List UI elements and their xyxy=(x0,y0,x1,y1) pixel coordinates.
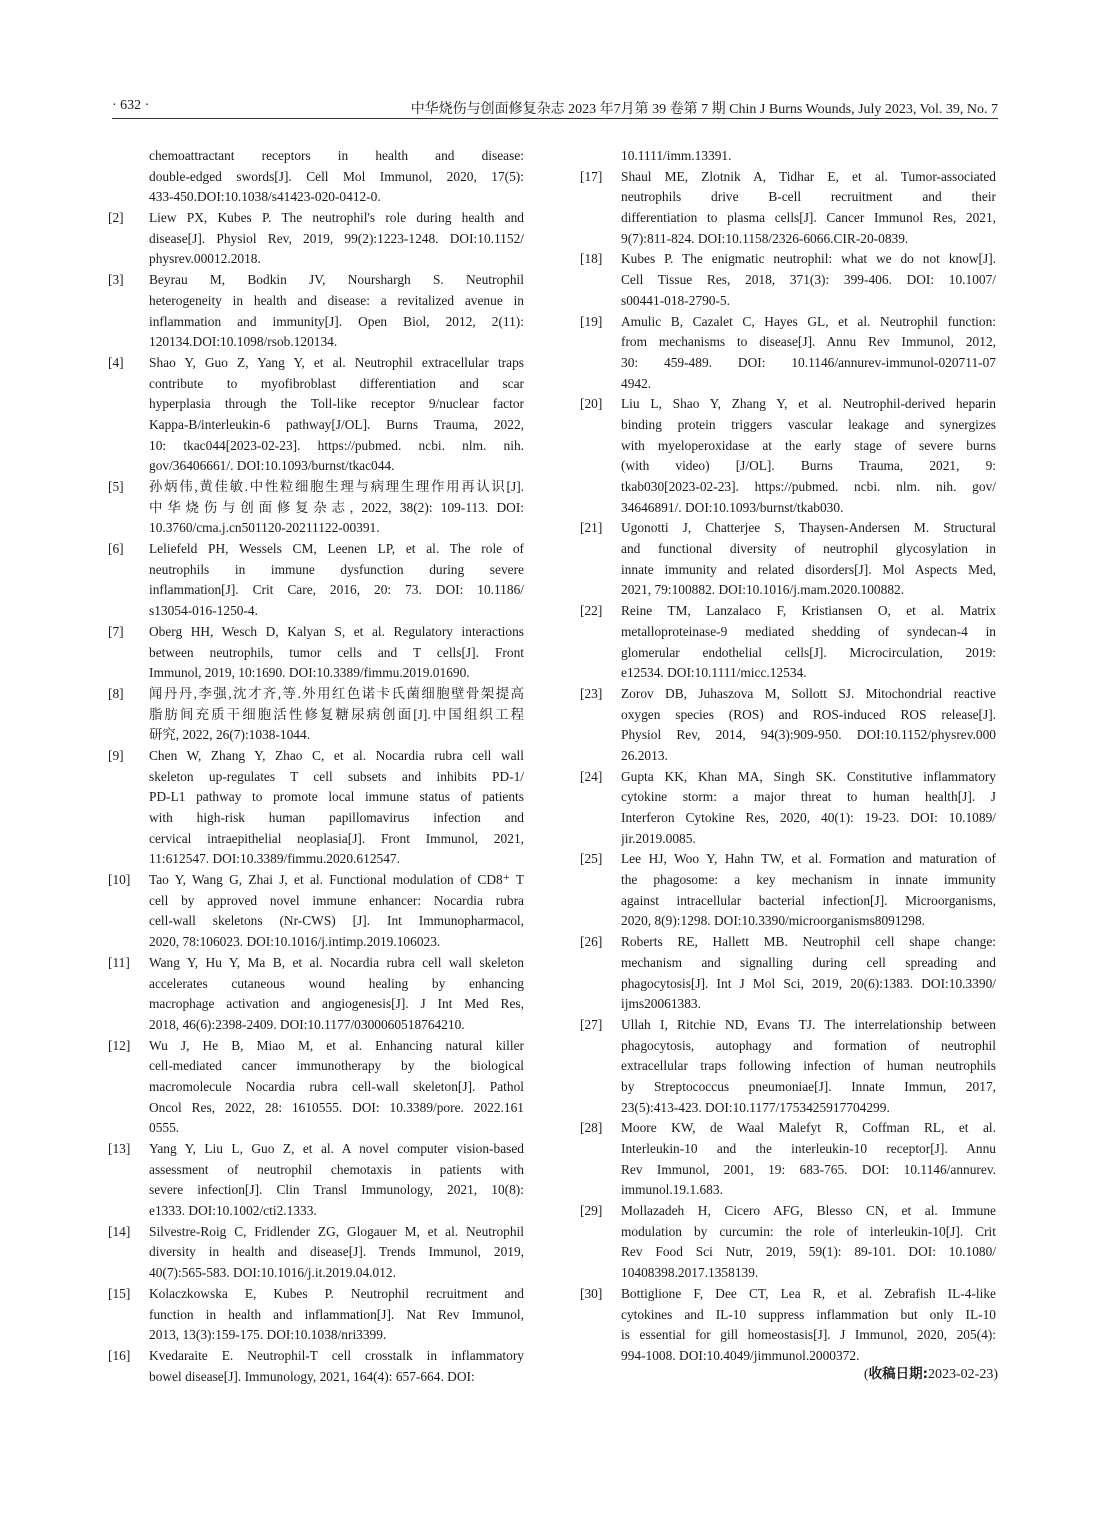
reference-number: [2] xyxy=(108,210,124,226)
reference-entry xyxy=(108,1284,524,1346)
reference-text xyxy=(621,601,996,684)
received-date-value: 2023-02-23 xyxy=(928,1367,994,1382)
reference-text xyxy=(621,1118,996,1201)
reference-entry xyxy=(108,684,524,746)
reference-line: 9(7):811-824. DOI:10.1158/2326-6066.CIR-20-0839. xyxy=(621,230,909,246)
reference-text xyxy=(149,208,524,270)
reference-entry xyxy=(108,1222,524,1284)
reference-entry xyxy=(108,477,524,539)
reference-line: accelerates cutaneous wound healing by enhancing xyxy=(149,975,524,991)
reference-line: 10.1111/imm.13391. xyxy=(621,148,732,163)
reference-text xyxy=(621,849,996,932)
reference-line: glomerular endothelial cells[J]. Microcirculation, 2019: xyxy=(621,644,996,660)
received-close-paren: ) xyxy=(993,1367,998,1382)
reference-number: [26] xyxy=(580,934,603,950)
page-header xyxy=(112,96,998,119)
reference-text xyxy=(621,1015,996,1118)
reference-line: 120134.DOI:10.1098/rsob.120134. xyxy=(149,334,338,350)
reference-line: 30: 459-489. DOI: 10.1146/annurev-immunol-020711-07 xyxy=(621,354,996,370)
reference-line: 994-1008. DOI:10.4049/jimmunol.2000372. xyxy=(621,1347,860,1363)
reference-entry xyxy=(108,622,524,684)
reference-line: 10408398.2017.1358139. xyxy=(621,1265,759,1281)
reference-line: 10.3760/cma.j.cn501120-20211122-00391. xyxy=(149,520,380,536)
reference-line: between neutrophils, tumor cells and T cells[J]. Front xyxy=(149,644,524,660)
reference-text xyxy=(621,518,996,601)
reference-line: cytokine storm: a major threat to human health[J]. J xyxy=(621,789,996,805)
reference-text xyxy=(149,870,524,953)
reference-line: with high-risk human papillomavirus infection and xyxy=(149,810,524,825)
reference-line: Shao Y, Guo Z, Yang Y, et al. Neutrophil extracellular traps xyxy=(149,354,524,370)
reference-line: 40(7):565-583. DOI:10.1016/j.it.2019.04.012. xyxy=(149,1265,396,1281)
reference-text xyxy=(621,1201,996,1284)
reference-entry xyxy=(108,1036,524,1139)
reference-number: [21] xyxy=(580,520,603,536)
reference-number: [15] xyxy=(108,1285,131,1301)
reference-line: Zorov DB, Juhaszova M, Sollott SJ. Mitochondrial reactive xyxy=(621,685,996,701)
reference-text xyxy=(149,1346,524,1387)
left-reference-column xyxy=(108,146,524,1387)
received-label: 收稿日期: xyxy=(868,1366,928,1382)
reference-line: disease[J]. Physiol Rev, 2019, 99(2):1223-1248. DOI:10.1152/ xyxy=(149,230,524,246)
reference-line: 26.2013. xyxy=(621,747,668,763)
reference-line: modulation by curcumin: the role of interleukin-10[J]. Crit xyxy=(621,1223,996,1239)
reference-number: [6] xyxy=(108,541,124,557)
reference-entry xyxy=(108,1346,524,1387)
reference-line: hyperplasia through the Toll-like receptor 9/nuclear factor xyxy=(149,396,524,412)
reference-entry xyxy=(580,1015,996,1118)
reference-line: Physiol Rev, 2014, 94(3):909-950. DOI:10.1152/physrev.000 xyxy=(621,727,996,743)
reference-number: [3] xyxy=(108,272,124,288)
reference-line: severe infection[J]. Clin Transl Immunology, 2021, 10(8): xyxy=(149,1182,524,1198)
reference-number: [28] xyxy=(580,1120,603,1136)
reference-entry xyxy=(108,353,524,477)
reference-line: function in health and inflammation[J]. Nat Rev Immunol, xyxy=(149,1306,524,1322)
reference-line: 2021, 79:100882. DOI:10.1016/j.mam.2020.100882. xyxy=(621,582,905,598)
reference-line: metalloproteinase-9 mediated shedding of syndecan-4 in xyxy=(621,623,996,639)
reference-line: Rev Immunol, 2001, 19: 683-765. DOI: 10.1146/annurev. xyxy=(621,1161,996,1177)
reference-line: 2013, 13(3):159-175. DOI:10.1038/nri3399. xyxy=(149,1327,387,1343)
reference-line: s13054-016-1250-4. xyxy=(149,603,258,619)
reference-number: [4] xyxy=(108,354,124,370)
reference-number: [14] xyxy=(108,1223,131,1239)
reference-text xyxy=(621,1284,996,1367)
reference-line: 中华烧伤与创面修复杂志, 2022, 38(2): 109-113. DOI: xyxy=(149,499,524,515)
reference-line: inflammation[J]. Crit Care, 2016, 20: 73. DOI: 10.1186/ xyxy=(149,582,524,598)
reference-entry xyxy=(580,1201,996,1284)
received-date xyxy=(864,1364,998,1385)
reference-number: [27] xyxy=(580,1016,603,1032)
reference-line: Wu J, He B, Miao M, et al. Enhancing natural killer xyxy=(149,1037,524,1053)
reference-text xyxy=(621,249,996,311)
reference-number: [13] xyxy=(108,1141,131,1156)
reference-number: [5] xyxy=(108,479,124,494)
reference-entry xyxy=(580,518,996,601)
reference-line: 研究, 2022, 26(7):1038-1044. xyxy=(149,727,311,743)
reference-number: [10] xyxy=(108,872,131,888)
reference-line: Chen W, Zhang Y, Zhao C, et al. Nocardia rubra cell wall xyxy=(149,747,524,763)
reference-line: Tao Y, Wang G, Zhai J, et al. Functional modulation of CD8⁺ T xyxy=(149,872,524,888)
reference-entry xyxy=(580,249,996,311)
reference-line: 脂肪间充质干细胞活性修复糖尿病创面[J].中国组织工程 xyxy=(149,706,524,722)
reference-line: skeleton up-regulates T cell subsets and inhibits PD-1/ xyxy=(149,768,524,784)
reference-number: [24] xyxy=(580,768,603,784)
reference-text xyxy=(149,539,524,622)
reference-line: chemoattractant receptors in health and disease: xyxy=(149,148,524,163)
reference-line: against intracellular bacterial infection[J]. Microorganisms, xyxy=(621,892,996,908)
reference-line: macrophage activation and angiogenesis[J]. J Int Med Res, xyxy=(149,996,524,1012)
reference-entry xyxy=(580,932,996,1015)
reference-line: Liu L, Shao Y, Zhang Y, et al. Neutrophil-derived heparin xyxy=(621,396,996,412)
reference-number: [30] xyxy=(580,1285,603,1301)
reference-line: cell-wall skeletons (Nr-CWS) [J]. Int Immunopharmacol, xyxy=(149,913,524,929)
reference-line: s00441-018-2790-5. xyxy=(621,292,730,308)
continued-reference xyxy=(108,146,524,208)
reference-line: Kolaczkowska E, Kubes P. Neutrophil recruitment and xyxy=(149,1285,524,1301)
reference-line: Oncol Res, 2022, 28: 1610555. DOI: 10.3389/pore. 2022.161 xyxy=(149,1099,524,1115)
reference-line: cervical intraepithelial neoplasia[J]. Front Immunol, 2021, xyxy=(149,830,524,846)
reference-line: and functional diversity of neutrophil glycosylation in xyxy=(621,541,996,557)
reference-line: gov/36406661/. DOI:10.1093/burnst/tkac044. xyxy=(149,458,395,474)
reference-line: Interferon Cytokine Res, 2020, 40(1): 19-23. DOI: 10.1089/ xyxy=(621,810,996,825)
reference-line: 11:612547. DOI:10.3389/fimmu.2020.612547. xyxy=(149,851,400,867)
reference-line: with myeloperoxidase at the early stage of severe burns xyxy=(621,437,996,453)
reference-line: tkab030[2023-02-23]. https://pubmed. ncbi. nlm. nih. gov/ xyxy=(621,479,996,494)
reference-text xyxy=(149,953,524,1036)
reference-line: is essential for gill homeostasis[J]. J Immunol, 2020, 205(4): xyxy=(621,1327,996,1343)
reference-text xyxy=(149,1036,524,1139)
reference-line: 2020, 78:106023. DOI:10.1016/j.intimp.2019.106023. xyxy=(149,934,441,950)
reference-text xyxy=(149,1139,524,1222)
reference-line: jir.2019.0085. xyxy=(621,830,696,846)
reference-line: 2018, 46(6):2398-2409. DOI:10.1177/0300060518764210. xyxy=(149,1016,465,1032)
reference-text xyxy=(149,270,524,353)
reference-line: 4942. xyxy=(621,375,652,391)
reference-line: Roberts RE, Hallett MB. Neutrophil cell shape change: xyxy=(621,934,996,950)
reference-entry xyxy=(108,1139,524,1222)
reference-text xyxy=(621,684,996,767)
reference-line: PD-L1 pathway to promote local immune status of patients xyxy=(149,789,524,805)
reference-number: [9] xyxy=(108,747,124,763)
reference-line: physrev.00012.2018. xyxy=(149,251,261,267)
reference-line: Kappa-B/interleukin-6 pathway[J/OL]. Burns Trauma, 2022, xyxy=(149,416,524,432)
reference-line: Immunol, 2019, 10:1690. DOI:10.3389/fimmu.2019.01690. xyxy=(149,665,470,681)
reference-line: Interleukin-10 and the interleukin-10 receptor[J]. Annu xyxy=(621,1141,996,1156)
reference-line: 孙炳伟,黄佳敏.中性粒细胞生理与病理生理作用再认识[J]. xyxy=(149,479,524,494)
reference-line: Lee HJ, Woo Y, Hahn TW, et al. Formation and maturation of xyxy=(621,851,996,867)
reference-text xyxy=(149,1284,524,1346)
reference-number: [17] xyxy=(580,168,603,184)
reference-line: Kvedaraite E. Neutrophil-T cell crosstalk in inflammatory xyxy=(149,1347,524,1363)
reference-line: binding protein triggers vascular leakage and synergizes xyxy=(621,416,996,432)
reference-line: phagocytosis, autophagy and formation of neutrophil xyxy=(621,1037,996,1053)
continued-reference xyxy=(580,146,996,167)
reference-text xyxy=(621,312,996,395)
reference-text xyxy=(621,394,996,518)
reference-line: e1333. DOI:10.1002/cti2.1333. xyxy=(149,1203,317,1219)
reference-line: neutrophils drive B-cell recruitment and their xyxy=(621,189,996,205)
reference-text xyxy=(149,1222,524,1284)
reference-entry xyxy=(108,953,524,1036)
reference-entry xyxy=(580,601,996,684)
reference-line: Leliefeld PH, Wessels CM, Leenen LP, et al. The role of xyxy=(149,541,524,557)
reference-number: [7] xyxy=(108,623,124,639)
reference-entry xyxy=(108,270,524,353)
reference-line: Reine TM, Lanzalaco F, Kristiansen O, et al. Matrix xyxy=(621,603,996,619)
reference-line: Amulic B, Cazalet C, Hayes GL, et al. Neutrophil function: xyxy=(621,313,996,329)
reference-text xyxy=(149,622,524,684)
reference-line: heterogeneity in health and disease: a revitalized avenue in xyxy=(149,292,524,308)
reference-line: 2020, 8(9):1298. DOI:10.3390/microorganisms8091298. xyxy=(621,913,925,929)
reference-text xyxy=(149,746,524,870)
reference-line: Yang Y, Liu L, Guo Z, et al. A novel computer vision-based xyxy=(149,1141,524,1156)
reference-line: bowel disease[J]. Immunology, 2021, 164(4): 657-664. DOI: xyxy=(149,1368,475,1384)
reference-line: innate immunity and related disorders[J]. Mol Aspects Med, xyxy=(621,561,996,577)
reference-number: [11] xyxy=(108,954,130,970)
reference-line: Wang Y, Hu Y, Ma B, et al. Nocardia rubra cell wall skeleton xyxy=(149,954,524,970)
reference-line: Cell Tissue Res, 2018, 371(3): 399-406. DOI: 10.1007/ xyxy=(621,272,996,288)
reference-line: Shaul ME, Zlotnik A, Tidhar E, et al. Tumor-associated xyxy=(621,168,996,184)
received-open-paren: ( xyxy=(863,1367,869,1382)
reference-line: Silvestre-Roig C, Fridlender ZG, Glogauer M, et al. Neutrophil xyxy=(149,1223,524,1239)
reference-line: Ullah I, Ritchie ND, Evans TJ. The interrelationship between xyxy=(621,1016,996,1032)
reference-number: [16] xyxy=(108,1347,131,1363)
reference-line: from mechanisms to disease[J]. Annu Rev Immunol, 2012, xyxy=(621,334,996,350)
reference-text xyxy=(621,167,996,250)
reference-line: 34646891/. DOI:10.1093/burnst/tkab030. xyxy=(621,499,844,515)
reference-entry xyxy=(108,539,524,622)
reference-line: extracellular traps following infection of human neutrophils xyxy=(621,1058,996,1074)
reference-line: oxygen species (ROS) and ROS-induced ROS release[J]. xyxy=(621,706,996,722)
reference-line: e12534. DOI:10.1111/micc.12534. xyxy=(621,665,807,681)
reference-entry xyxy=(580,312,996,395)
reference-entry xyxy=(108,870,524,953)
reference-line: Beyrau M, Bodkin JV, Nourshargh S. Neutrophil xyxy=(149,272,524,288)
reference-entry xyxy=(580,767,996,850)
right-reference-column xyxy=(580,146,996,1367)
reference-line: the phagosome: a key mechanism in innate immunity xyxy=(621,872,996,888)
reference-number: [29] xyxy=(580,1203,603,1219)
reference-entry xyxy=(580,849,996,932)
reference-entry xyxy=(580,1284,996,1367)
reference-number: [23] xyxy=(580,685,603,701)
reference-text xyxy=(149,477,524,539)
reference-line: Bottiglione F, Dee CT, Lea R, et al. Zebrafish IL-4-like xyxy=(621,1285,996,1301)
reference-line: 10: tkac044[2023-02-23]. https://pubmed. ncbi. nlm. nih. xyxy=(149,437,524,453)
journal-running-title: 中华烧伤与创面修复杂志 2023 年7月第 39 卷第 7 期 Chin J Burns Wounds, July 2023, Vol. 39, No. 7 xyxy=(410,102,998,117)
reference-line: differentiation to plasma cells[J]. Cancer Immunol Res, 2021, xyxy=(621,210,996,226)
reference-line: mechanism and signalling during cell spreading and xyxy=(621,954,996,970)
reference-line: ijms20061383. xyxy=(621,996,701,1012)
reference-entry xyxy=(580,1118,996,1201)
reference-line: Gupta KK, Khan MA, Singh SK. Constitutive inflammatory xyxy=(621,768,996,784)
reference-line: inflammation and immunity[J]. Open Biol, 2012, 2(11): xyxy=(149,313,524,329)
reference-line: Mollazadeh H, Cicero AFG, Blesso CN, et al. Immune xyxy=(621,1203,996,1219)
reference-line: neutrophils in immune dysfunction during severe xyxy=(149,561,524,577)
reference-entry xyxy=(108,208,524,270)
reference-line: 闻丹丹,李强,沈才齐,等.外用红色诺卡氏菌细胞壁骨架提高 xyxy=(149,685,524,701)
reference-line: cytokines and IL-10 suppress inflammation but only IL-10 xyxy=(621,1306,996,1322)
reference-line: assessment of neutrophil chemotaxis in patients with xyxy=(149,1161,524,1177)
reference-number: [12] xyxy=(108,1037,131,1053)
reference-number: [8] xyxy=(108,685,124,701)
reference-line: cell-mediated cancer immunotherapy by the biological xyxy=(149,1058,524,1074)
reference-entry xyxy=(580,167,996,250)
reference-number: [20] xyxy=(580,396,603,412)
reference-line: 23(5):413-423. DOI:10.1177/1753425917704299. xyxy=(621,1099,890,1115)
reference-line: (with video) [J/OL]. Burns Trauma, 2021, 9: xyxy=(621,458,996,474)
reference-line: 0555. xyxy=(149,1120,180,1136)
reference-text xyxy=(149,353,524,477)
reference-line: by Streptococcus pneumoniae[J]. Innate Immun, 2017, xyxy=(621,1078,996,1094)
reference-line: Kubes P. The enigmatic neutrophil: what we do not know[J]. xyxy=(621,251,996,267)
reference-line: Rev Food Sci Nutr, 2019, 59(1): 89-101. DOI: 10.1080/ xyxy=(621,1244,996,1260)
reference-line: Moore KW, de Waal Malefyt R, Coffman RL, et al. xyxy=(621,1120,996,1136)
reference-line: Ugonotti J, Chatterjee S, Thaysen-Andersen M. Structural xyxy=(621,520,996,536)
reference-line: 433-450.DOI:10.1038/s41423-020-0412-0. xyxy=(149,189,381,205)
reference-line: diversity in health and disease[J]. Trends Immunol, 2019, xyxy=(149,1244,524,1260)
reference-line: Liew PX, Kubes P. The neutrophil's role during health and xyxy=(149,210,524,226)
reference-line: macromolecule Nocardia rubra cell-wall skeleton[J]. Pathol xyxy=(149,1078,524,1094)
reference-line: Oberg HH, Wesch D, Kalyan S, et al. Regulatory interactions xyxy=(149,623,524,639)
reference-text xyxy=(149,684,524,746)
reference-line: phagocytosis[J]. Int J Mol Sci, 2019, 20(6):1383. DOI:10.3390/ xyxy=(621,975,996,991)
reference-number: [18] xyxy=(580,251,603,267)
reference-line: contribute to myofibroblast differentiation and scar xyxy=(149,375,524,391)
reference-number: [25] xyxy=(580,851,603,867)
reference-text xyxy=(621,932,996,1015)
reference-text xyxy=(621,767,996,850)
reference-line: double-edged swords[J]. Cell Mol Immunol, 2020, 17(5): xyxy=(149,168,524,184)
page-number: · 632 · xyxy=(112,98,150,113)
reference-number: [22] xyxy=(580,603,603,619)
reference-line: immunol.19.1.683. xyxy=(621,1182,723,1198)
reference-entry xyxy=(580,394,996,518)
reference-entry xyxy=(580,684,996,767)
reference-number: [19] xyxy=(580,313,603,329)
reference-line: cell by approved novel immune enhancer: Nocardia rubra xyxy=(149,892,524,908)
reference-entry xyxy=(108,746,524,870)
